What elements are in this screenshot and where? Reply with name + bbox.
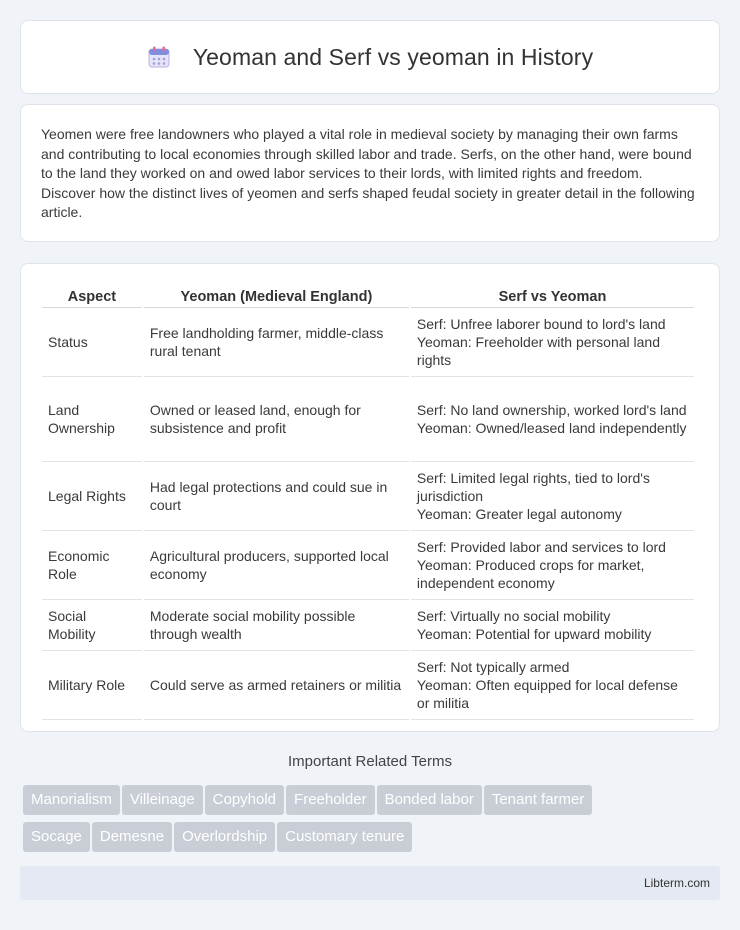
serf-line: Serf: Limited legal rights, tied to lord's jurisdiction — [416, 470, 650, 504]
tag-overlordship[interactable]: Overlordship — [174, 822, 275, 852]
cell-serf — [411, 377, 694, 462]
table-row — [42, 308, 694, 377]
cell-serf — [411, 462, 694, 531]
cell-aspect: Status — [42, 308, 142, 377]
tag-bonded-labor[interactable]: Bonded labor — [377, 785, 482, 815]
cell-aspect: Social Mobility — [42, 600, 142, 651]
cell-serf — [411, 531, 694, 600]
table-row — [42, 651, 694, 720]
header-card — [20, 20, 720, 94]
footer — [20, 866, 720, 900]
serf-line: Serf: Virtually no social mobility — [416, 608, 611, 624]
serf-line: Serf: Provided labor and services to lord — [416, 539, 666, 555]
tag-tenant-farmer[interactable]: Tenant farmer — [484, 785, 593, 815]
yeoman-line: Yeoman: Produced crops for market, independent economy — [416, 557, 645, 591]
table-row — [42, 462, 694, 531]
yeoman-line: Yeoman: Potential for upward mobility — [416, 626, 652, 642]
tag-demesne[interactable]: Demesne — [92, 822, 172, 852]
serf-line: Serf: Not typically armed — [416, 659, 570, 675]
related-terms-tags — [23, 785, 723, 859]
tag-freeholder[interactable]: Freeholder — [286, 785, 375, 815]
cell-yeoman: Agricultural producers, supported local economy — [144, 531, 409, 600]
serf-line: Serf: No land ownership, worked lord's land — [416, 402, 687, 418]
tag-villeinage[interactable]: Villeinage — [122, 785, 203, 815]
page-title: Yeoman and Serf vs yeoman in History — [192, 43, 594, 70]
cell-serf — [411, 651, 694, 720]
cell-aspect: Land Ownership — [42, 377, 142, 462]
table-row — [42, 600, 694, 651]
yeoman-line: Yeoman: Greater legal autonomy — [416, 506, 622, 522]
table-row — [42, 377, 694, 462]
intro-card — [20, 104, 720, 242]
header-aspect: Aspect — [42, 284, 142, 308]
cell-yeoman: Had legal protections and could sue in court — [144, 462, 409, 531]
tag-socage[interactable]: Socage — [23, 822, 90, 852]
table-header-row — [42, 284, 694, 308]
tag-manorialism[interactable]: Manorialism — [23, 785, 120, 815]
cell-yeoman: Free landholding farmer, middle-class rural tenant — [144, 308, 409, 377]
cell-serf — [411, 600, 694, 651]
footer-site-link[interactable]: Libterm.com — [643, 876, 710, 890]
related-terms-title: Important Related Terms — [288, 753, 452, 770]
yeoman-line: Yeoman: Freeholder with personal land rights — [416, 334, 661, 368]
cell-yeoman: Owned or leased land, enough for subsistence and profit — [144, 377, 409, 462]
yeoman-line: Yeoman: Owned/leased land independently — [416, 420, 687, 436]
calendar-icon — [147, 45, 171, 69]
cell-aspect: Military Role — [42, 651, 142, 720]
tag-copyhold[interactable]: Copyhold — [205, 785, 284, 815]
cell-aspect: Economic Role — [42, 531, 142, 600]
comparison-table — [40, 284, 696, 720]
serf-line: Serf: Unfree laborer bound to lord's land — [416, 316, 666, 332]
intro-text: Yeomen were free landowners who played a vital role in medieval society by managing their own farms and contributing to local economies through skilled labor and trade. Serfs, on the other hand, were bound to the land they worked on and owed labor services to their lords, with limited rights and freedom. Discover how the distinct lives of yeomen and serfs shaped feudal society in greater detail in the following article. — [41, 126, 695, 220]
cell-yeoman: Could serve as armed retainers or militia — [144, 651, 409, 720]
table-card — [20, 263, 720, 732]
cell-aspect: Legal Rights — [42, 462, 142, 531]
tag-customary-tenure[interactable]: Customary tenure — [277, 822, 412, 852]
table-row — [42, 531, 694, 600]
header-yeoman: Yeoman (Medieval England) — [144, 284, 409, 308]
header-serf-vs-yeoman: Serf vs Yeoman — [411, 284, 694, 308]
yeoman-line: Yeoman: Often equipped for local defense or militia — [416, 677, 678, 711]
cell-serf — [411, 308, 694, 377]
cell-yeoman: Moderate social mobility possible through wealth — [144, 600, 409, 651]
